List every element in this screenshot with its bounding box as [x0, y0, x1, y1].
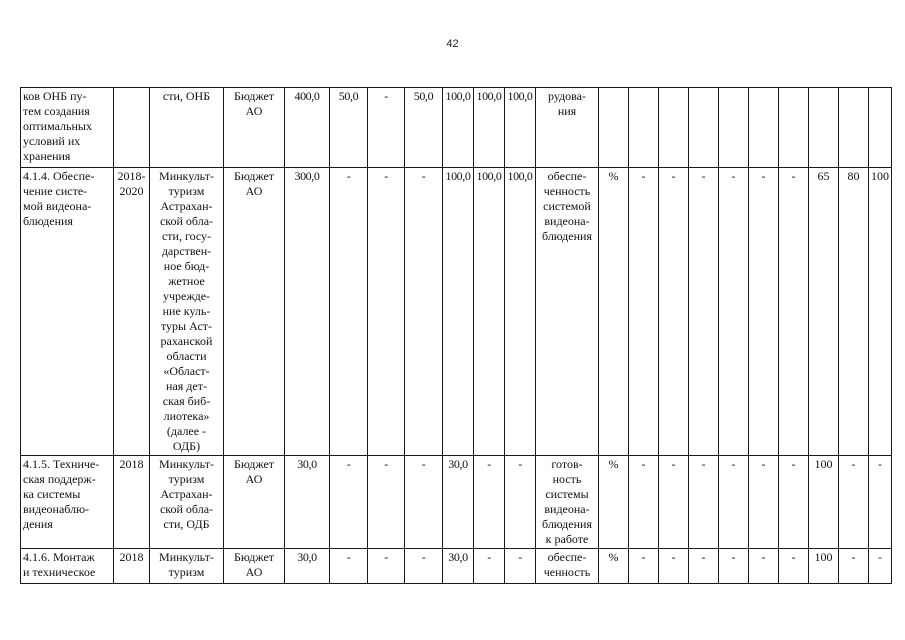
funding-amount-cell [443, 549, 474, 584]
funding-amount-cell-text: - [487, 457, 491, 471]
indicator-cell [536, 168, 599, 456]
executor-cell [150, 549, 224, 584]
target-value-cell-text: - [878, 457, 882, 471]
funding-amount-cell [368, 88, 405, 168]
target-value-cell-text: - [641, 457, 646, 471]
indicator-cell-text: готов- ность системы видеона- блюдения к работе [542, 457, 592, 546]
funding-amount-cell-text: 300,0 [294, 169, 320, 183]
funding-amount-cell-text: 30,0 [297, 550, 317, 564]
activity-cell [21, 168, 114, 456]
executor-cell-text: сти, ОНБ [162, 89, 211, 103]
funding-amount-cell [474, 456, 505, 549]
target-value-cell-text: - [851, 457, 856, 471]
indicator-cell-text: обеспе- ченность системой видеона- блюдения [542, 169, 592, 243]
funding-amount-cell-text: - [346, 457, 351, 471]
target-value-cell-text: - [761, 550, 766, 564]
period-cell-text: 2018 [119, 457, 144, 471]
unit-cell [599, 549, 629, 584]
target-value-cell [779, 168, 809, 456]
page-number: 42 [446, 38, 459, 50]
target-value-cell [779, 88, 809, 168]
target-value-cell [749, 88, 779, 168]
indicator-cell [536, 88, 599, 168]
funding-amount-cell-text: 50,0 [413, 89, 434, 103]
period-cell [114, 88, 150, 168]
target-value-cell [809, 549, 839, 584]
target-value-cell [839, 168, 869, 456]
target-value-cell [689, 549, 719, 584]
funding-amount-cell-text: - [384, 550, 388, 564]
funding-amount-cell [405, 549, 443, 584]
funding-amount-cell [443, 88, 474, 168]
funding-amount-cell [505, 88, 536, 168]
funding-amount-cell-text: 100,0 [507, 169, 533, 183]
funding-amount-cell [330, 88, 368, 168]
funding-source-cell [224, 168, 285, 456]
funding-amount-cell-text: - [421, 550, 426, 564]
funding-amount-cell-text: 100,0 [445, 169, 471, 183]
activity-cell-text: 4.1.5. Техниче- ская поддерж- ка системы видеонаблю- дения [23, 457, 100, 531]
period-cell-text: 2018 [119, 550, 144, 564]
funding-amount-cell-text: - [487, 550, 491, 564]
target-value-cell [749, 456, 779, 549]
target-value-cell-text: - [731, 457, 736, 471]
funding-amount-cell-text: - [518, 550, 522, 564]
activity-cell-text: 4.1.4. Обеспе- чение систе- мой видеона- блюдения [23, 169, 95, 228]
indicator-cell-text: рудова- ния [547, 89, 587, 118]
target-value-cell [869, 88, 892, 168]
executor-cell [150, 456, 224, 549]
funding-amount-cell [443, 168, 474, 456]
target-value-cell [629, 88, 659, 168]
table-row [21, 168, 892, 456]
funding-amount-cell-text: 30,0 [448, 550, 468, 564]
target-value-cell [779, 456, 809, 549]
funding-amount-cell-text: - [421, 169, 426, 183]
funding-amount-cell-text: 30,0 [297, 457, 317, 471]
funding-amount-cell [330, 456, 368, 549]
target-value-cell [719, 88, 749, 168]
executor-cell-text: Минкульт- туризм [159, 550, 214, 579]
target-value-cell-text: - [671, 550, 676, 564]
activity-cell [21, 456, 114, 549]
target-value-cell [659, 456, 689, 549]
funding-amount-cell-text: 100,0 [445, 89, 471, 103]
target-value-cell-text: - [701, 457, 706, 471]
target-value-cell [869, 168, 892, 456]
unit-cell-text: % [608, 169, 619, 183]
funding-amount-cell [474, 168, 505, 456]
funding-amount-cell [368, 168, 405, 456]
target-value-cell [659, 168, 689, 456]
target-value-cell-text: 65 [817, 169, 830, 183]
unit-cell [599, 168, 629, 456]
funding-amount-cell [474, 88, 505, 168]
funding-amount-cell [285, 168, 330, 456]
target-value-cell [689, 456, 719, 549]
target-value-cell-text: - [731, 169, 736, 183]
target-value-cell [839, 88, 869, 168]
unit-cell [599, 456, 629, 549]
funding-amount-cell-text: 100,0 [476, 89, 502, 103]
target-value-cell-text: 100 [814, 457, 833, 471]
unit-cell [599, 88, 629, 168]
executor-cell [150, 168, 224, 456]
target-value-cell [839, 456, 869, 549]
target-value-cell [869, 456, 892, 549]
funding-amount-cell-text: - [384, 169, 388, 183]
target-value-cell-text: 100 [814, 550, 833, 564]
target-value-cell [659, 549, 689, 584]
funding-source-cell [224, 549, 285, 584]
funding-amount-cell [330, 549, 368, 584]
unit-cell-text: % [608, 457, 619, 471]
target-value-cell-text: - [701, 169, 706, 183]
funding-amount-cell [405, 88, 443, 168]
funding-amount-cell-text: 100,0 [476, 169, 502, 183]
funding-amount-cell [474, 549, 505, 584]
target-value-cell [809, 88, 839, 168]
target-value-cell-text: - [671, 169, 676, 183]
funding-amount-cell-text: - [518, 457, 522, 471]
target-value-cell-text: - [701, 550, 706, 564]
executor-cell-text: Минкульт- туризм Астрахан- ской обла- сти, госу- дарствен- ное бюд- жетное учрежде- ние куль- туры Аст- раханской области «Област- ная дет- ская биб- лиотека» (далее - ОДБ) [159, 169, 214, 453]
funding-amount-cell [285, 456, 330, 549]
target-value-cell [809, 456, 839, 549]
target-value-cell-text: - [671, 457, 676, 471]
indicator-cell [536, 456, 599, 549]
target-value-cell-text: - [791, 169, 796, 183]
target-value-cell [659, 88, 689, 168]
funding-source-cell [224, 456, 285, 549]
funding-source-cell-text: Бюджет АО [233, 550, 275, 579]
target-value-cell [719, 168, 749, 456]
funding-source-cell-text: Бюджет АО [233, 169, 275, 198]
target-value-cell [719, 549, 749, 584]
unit-cell-text: % [608, 550, 619, 564]
funding-amount-cell-text: - [384, 89, 388, 103]
funding-amount-cell [285, 88, 330, 168]
activity-cell [21, 88, 114, 168]
target-value-cell [629, 549, 659, 584]
target-value-cell [689, 88, 719, 168]
target-value-cell-text: - [791, 457, 796, 471]
activity-cell-text: 4.1.6. Монтаж и техническое [23, 550, 96, 579]
target-value-cell-text: - [641, 550, 646, 564]
target-value-cell [629, 456, 659, 549]
period-cell [114, 549, 150, 584]
funding-amount-cell [405, 168, 443, 456]
target-value-cell-text: 100 [871, 169, 889, 183]
funding-amount-cell-text: - [346, 550, 351, 564]
table-row [21, 88, 892, 168]
target-value-cell [809, 168, 839, 456]
executor-cell [150, 88, 224, 168]
target-value-cell [839, 549, 869, 584]
period-cell [114, 168, 150, 456]
funding-amount-cell [330, 168, 368, 456]
funding-amount-cell-text: 400,0 [294, 89, 320, 103]
target-value-cell [869, 549, 892, 584]
target-value-cell-text: - [878, 550, 882, 564]
funding-source-cell-text: Бюджет АО [233, 457, 275, 486]
funding-amount-cell-text: - [384, 457, 388, 471]
target-value-cell-text: - [761, 169, 766, 183]
funding-amount-cell-text: 50,0 [338, 89, 359, 103]
target-value-cell-text: - [761, 457, 766, 471]
funding-amount-cell-text: 30,0 [448, 457, 468, 471]
target-value-cell-text: 80 [847, 169, 860, 183]
funding-source-cell [224, 88, 285, 168]
activity-cell-text: ков ОНБ пу- тем создания оптимальных условий их хранения [23, 89, 92, 163]
indicator-cell [536, 549, 599, 584]
target-value-cell [629, 168, 659, 456]
funding-amount-cell [368, 549, 405, 584]
funding-amount-cell [505, 168, 536, 456]
indicator-cell-text: обеспе- ченность [543, 550, 591, 579]
funding-amount-cell [443, 456, 474, 549]
funding-amount-cell-text: 100,0 [507, 89, 533, 103]
funding-amount-cell [368, 456, 405, 549]
target-value-cell [779, 549, 809, 584]
target-value-cell [689, 168, 719, 456]
funding-amount-cell [505, 456, 536, 549]
funding-amount-cell [285, 549, 330, 584]
table-row [21, 456, 892, 549]
activity-cell [21, 549, 114, 584]
funding-source-cell-text: Бюджет АО [233, 89, 275, 118]
period-cell [114, 456, 150, 549]
target-value-cell [719, 456, 749, 549]
funding-amount-cell [505, 549, 536, 584]
funding-amount-cell [405, 456, 443, 549]
target-value-cell [749, 168, 779, 456]
target-value-cell [749, 549, 779, 584]
funding-amount-cell-text: - [421, 457, 426, 471]
period-cell-text: 2018- 2020 [117, 169, 146, 198]
target-value-cell-text: - [641, 169, 646, 183]
program-activities-table [20, 87, 892, 584]
table-row [21, 549, 892, 584]
target-value-cell-text: - [851, 550, 856, 564]
target-value-cell-text: - [731, 550, 736, 564]
funding-amount-cell-text: - [346, 169, 351, 183]
executor-cell-text: Минкульт- туризм Астрахан- ской обла- сти, ОДБ [159, 457, 214, 531]
target-value-cell-text: - [791, 550, 796, 564]
